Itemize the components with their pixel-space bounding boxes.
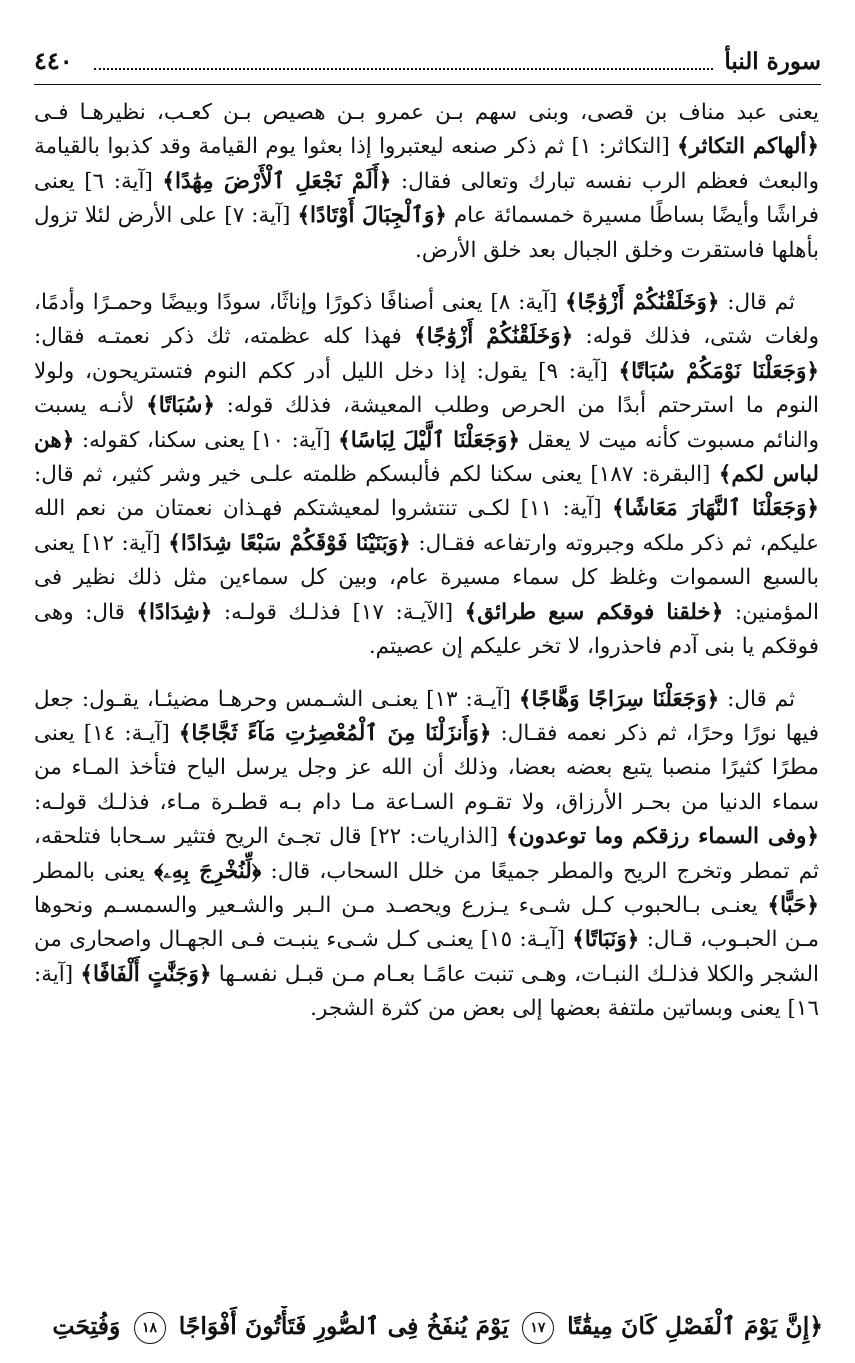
verse-number-marker: ١٧ xyxy=(522,1312,554,1344)
text-segment: قال: وهى فوقكم يا بنى آدم فاحذروا، لا تخر عليكم إن عصيتم. xyxy=(34,599,819,660)
quran-quote: ﴿خلقنا فوقكم سبع طرائق﴾ xyxy=(464,599,724,625)
quran-quote: ﴿وَخَلَقْنَٰكُمْ أَزْوَٰجًا﴾ xyxy=(564,290,720,316)
paragraph xyxy=(34,96,819,268)
paragraph xyxy=(34,286,819,664)
text-segment: يعنى عبد مناف بن قصى، وبنى سهم بـن عمرو بـن هصيص بـن كعـب، نظيرهـا فـى xyxy=(34,100,819,125)
text-segment: يعنى بالمطر xyxy=(34,858,155,884)
quran-quote: ﴿وَٱلْجِبَالَ أَوْتَادًا﴾ xyxy=(297,203,447,229)
text-segment: لأنـه يسبت والنائم مسبوت كأنه ميت لا يعقل xyxy=(34,393,819,453)
verse-text: يَوْمَ يُنفَخُ فِى ٱلصُّورِ فَتَأْتُونَ أَفْوَاجًا xyxy=(178,1312,509,1340)
quran-quote: ﴿هن لباس لكم﴾ xyxy=(34,427,819,488)
text-segment: [آيـة: ١٤] يعنى مطرًا كثيرًا منصبا يتبع بعضه بعضا، وذلك أن الله عز وجل يرسل الياح فتأخذ المـاء من سماء الدنيا من بحـر الأرزاق، ولا تقـوم السـاعة مـا دام بـه قطـرة مـاء، فذلـك قولـه: xyxy=(34,720,819,815)
text-segment: يعنـى بـالحبوب كـل شـىء يـزرع ويحصـد مـن الـبر والشـعير والسمسـم ونحوها مـن الحبـوب، قـال: xyxy=(34,892,819,953)
commentary-text xyxy=(34,96,819,1027)
text-segment: [الذاريات: ٢٢] قال تجـئ الريح فتثير سـحابا فتلحقه، ثم تمطر وتخرج الريح والمطر جميعًا من خلل السحاب، قال: xyxy=(34,824,820,884)
verse-text: وَفُتِحَتِ xyxy=(52,1312,121,1340)
text-segment: [آية: ١٢] يعنى بالسبع السموات وغلظ كل سماء مسيرة عام، وبين كل سماءين مثل ذلك نظير فى المؤمنين: xyxy=(34,530,819,625)
text-segment: [آية: ١٠] يعنى سكنا، كقوله: xyxy=(74,427,339,453)
surah-title: سورة النبأ xyxy=(724,48,821,75)
dotted-leader xyxy=(94,68,713,70)
page-header xyxy=(34,44,821,85)
text-segment: [التكاثر: ١] ثم ذكر صنعه ليعتبروا إذا بعثوا يوم القيامة وقد كذبوا بالقيامة والبعث فعظم الرب نفسه تبارك وتعالى فقال: xyxy=(34,134,820,194)
text-segment: فهذا كله عظمته، ثك ذكر نعمتـه فقال: xyxy=(34,324,415,350)
quran-quote: ﴿وَجَعَلْنَا سِرَاجًا وَهَّاجًا﴾ xyxy=(518,686,720,712)
quran-quote: ﴿وَأَنزَلْنَا مِنَ ٱلْمُعْصِرَٰتِ مَآءً ثَجَّاجًا﴾ xyxy=(178,720,492,746)
text-segment: [آية: ٨] يعنى أصنافًا ذكورًا وإناثًا، سودًا وبيضًا وحمـرًا وأدمًا، ولغات شتى، فذلك قوله: xyxy=(34,290,819,350)
verse-text: ﴿إِنَّ يَوْمَ ٱلْفَصْلِ كَانَ مِيقَٰتًا xyxy=(567,1312,823,1340)
text-segment: [آيـة: ١٥] يعنـى كـل شـىء ينبـت فـى الجهـال واصحارى من الشجر والكلا فذلـك النبـات، وهـى تنبت عامًـا بعـام مـن قبـل نفسـها xyxy=(34,927,819,987)
text-segment: ثم قال: xyxy=(719,290,795,316)
quran-quote: ﴿وَخَلَقْنَٰكُمْ أَزْوَٰجًا﴾ xyxy=(414,324,574,350)
page-number: ٤٤٠ xyxy=(34,46,73,75)
quran-quote: ﴿وَجَعَلْنَا ٱلنَّهَارَ مَعَاشًا﴾ xyxy=(612,496,819,522)
verse-number-marker: ١٨ xyxy=(134,1312,166,1344)
quran-quote: ﴿وَجَعَلْنَا ٱلَّيْلَ لِبَاسًا﴾ xyxy=(338,427,520,453)
quran-quote: ﴿وَجَنَّٰتٍ أَلْفَافًا﴾ xyxy=(80,961,212,987)
text-segment: [آيـة: ١٣] يعنـى الشـمس وحرهـا مضيئـا، يقـول: جعل فيها نورًا وحرًا، ثم ذكر نعمه فقـال: xyxy=(34,686,819,746)
quran-quote: ﴿شِدَادًا﴾ xyxy=(136,599,213,625)
text-segment: [الآيـة: ١٧] فذلـك قولـه: xyxy=(212,599,465,625)
quran-quote: ﴿سُبَاتًا﴾ xyxy=(146,393,215,419)
quran-quote: ﴿وَنَبَاتًا﴾ xyxy=(572,927,640,953)
quran-quote: ﴿حَبًّا﴾ xyxy=(767,892,819,918)
text-segment: [آية: ١٦] يعنى وبساتين ملتفة بعضها إلى بعض من كثرة الشجر. xyxy=(34,961,819,1022)
quran-quote: ﴿لِّنُخْرِجَ بِهِۦ﴾ xyxy=(154,858,262,884)
quran-quote: ﴿وَبَنَيْنَا فَوْقَكُمْ سَبْعًا شِدَادًا﴾ xyxy=(168,530,411,556)
quran-quote: ﴿وفى السماء رزقكم وما توعدون﴾ xyxy=(506,824,820,850)
paragraph xyxy=(34,683,819,1027)
quran-verses-line xyxy=(30,1306,823,1346)
quran-quote: ﴿ألهاكم التكاثر﴾ xyxy=(677,134,819,160)
quran-quote: ﴿وَجَعَلْنَا نَوْمَكُمْ سُبَاتًا﴾ xyxy=(618,358,819,384)
text-segment: [آية: ٩] يقول: إذا دخل الليل أدر ككم النوم فتستريحون، ولولا النوم ما استرحتم أبدًا من الحرص وطلب المعيشة، فذلك قوله: xyxy=(34,358,819,419)
quran-quote: ﴿أَلَمْ نَجْعَلِ ٱلْأَرْضَ مِهَٰدًا﴾ xyxy=(162,168,392,194)
text-segment: [البقرة: ١٨٧] يعنى سكنا لكم فألبسكم ظلمته علـى خير وشر كثير، ثم قال: xyxy=(34,462,719,488)
text-segment: [آية: ٧] على الأرض لئلا تزول بأهلها فاستقرت وخلق الجبال بعد خلق الأرض. xyxy=(34,203,819,263)
text-segment: [آية: ٦] يعنى فراشًا وأيضًا بساطًا مسيرة خمسمائة عام xyxy=(34,168,819,229)
text-segment: [آية: ١١] لكـى تنتشروا لمعيشتكم فهـذان نعمتان من نعم الله عليكم، ثم ذكر ملكه وجبروته وارتفاعه فقـال: xyxy=(34,496,819,556)
text-segment: ثم قال: xyxy=(719,686,795,712)
